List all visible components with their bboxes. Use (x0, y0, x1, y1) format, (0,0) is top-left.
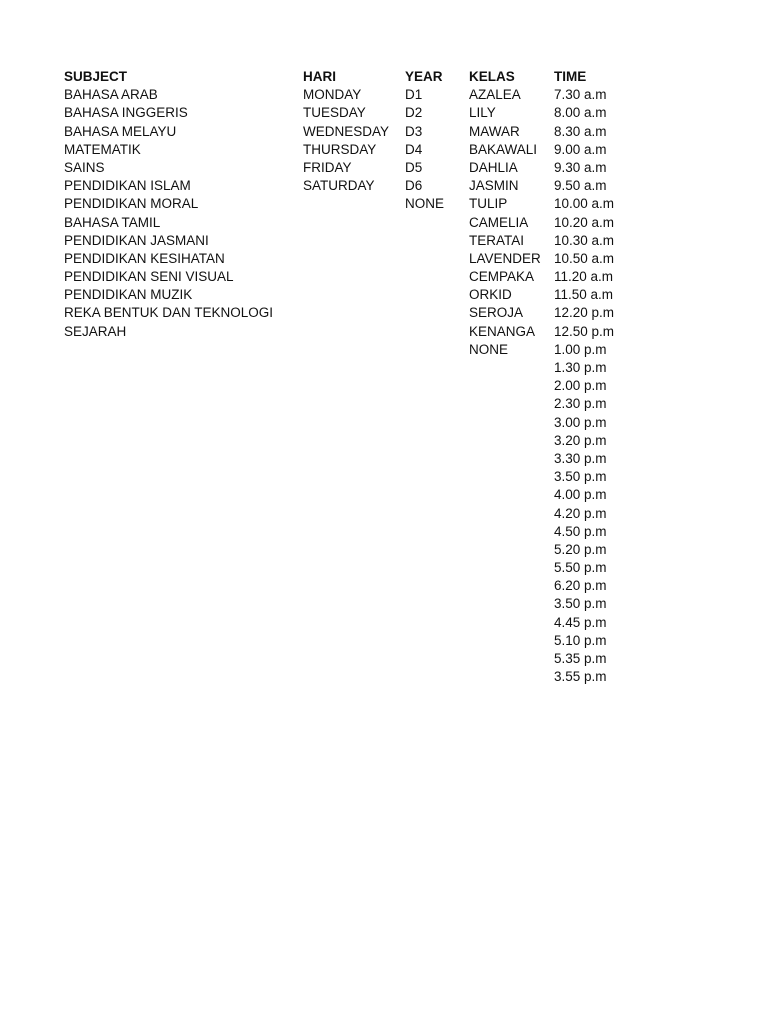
time-item: 10.30 a.m (554, 232, 615, 248)
subject-item: MATEMATIK (64, 141, 141, 157)
time-item: 11.20 a.m (554, 269, 614, 285)
year-item: D2 (405, 105, 423, 121)
subject-item: PENDIDIKAN MUZIK (64, 287, 193, 303)
time-item: 1.00 p.m (554, 341, 607, 357)
hari-header: HARI (303, 69, 336, 84)
kelas-item: TERATAI (469, 232, 525, 248)
hari-item: THURSDAY (303, 141, 377, 157)
time-item: 5.50 p.m (554, 560, 607, 576)
subject-item: PENDIDIKAN MORAL (64, 196, 199, 212)
year-column (405, 68, 444, 214)
subject-header: SUBJECT (64, 69, 128, 84)
time-item: 3.30 p.m (554, 450, 607, 466)
time-column (554, 68, 614, 686)
subject-item: BAHASA MELAYU (64, 123, 177, 139)
subject-item: SAINS (64, 159, 105, 175)
subject-item: PENDIDIKAN ISLAM (64, 178, 191, 194)
kelas-item: KENANGA (469, 323, 536, 339)
time-item: 3.50 p.m (554, 596, 607, 612)
subject-item: BAHASA TAMIL (64, 214, 161, 230)
hari-item: SATURDAY (303, 178, 375, 194)
year-item: D3 (405, 123, 423, 139)
kelas-header: KELAS (469, 69, 515, 84)
year-header: YEAR (405, 69, 443, 84)
time-item: 3.00 p.m (554, 414, 607, 430)
subject-column (64, 68, 273, 341)
kelas-item: LILY (469, 105, 496, 121)
time-item: 3.20 p.m (554, 432, 607, 448)
time-item: 3.55 p.m (554, 669, 607, 685)
kelas-item: BAKAWALI (469, 141, 538, 157)
kelas-item: MAWAR (469, 123, 520, 139)
time-item: 5.35 p.m (554, 651, 607, 666)
time-item: 4.45 p.m (554, 614, 607, 630)
kelas-item: DAHLIA (469, 159, 518, 175)
time-item: 5.20 p.m (554, 541, 607, 557)
kelas-item: CEMPAKA (469, 269, 535, 285)
subject-item: SEJARAH (64, 323, 127, 339)
time-item: 8.00 a.m (554, 105, 607, 121)
year-item: D4 (405, 141, 423, 157)
kelas-item: TULIP (469, 196, 508, 212)
time-item: 2.00 p.m (554, 378, 607, 394)
time-item: 4.50 p.m (554, 523, 607, 539)
time-item: 10.20 a.m (554, 214, 615, 230)
hari-item: TUESDAY (303, 105, 366, 121)
subject-item: PENDIDIKAN JASMANI (64, 232, 209, 248)
subject-item: PENDIDIKAN KESIHATAN (64, 250, 225, 266)
subject-item: PENDIDIKAN SENI VISUAL (64, 269, 234, 285)
time-item: 5.10 p.m (554, 632, 607, 648)
time-item: 9.00 a.m (554, 141, 607, 157)
year-item: D6 (405, 178, 423, 194)
kelas-item: ORKID (469, 287, 512, 303)
time-item: 6.20 p.m (554, 578, 607, 594)
time-item: 8.30 a.m (554, 123, 607, 139)
year-item: NONE (405, 196, 445, 212)
time-item: 4.00 p.m (554, 487, 607, 503)
time-item: 7.30 a.m (554, 87, 607, 103)
time-header: TIME (554, 69, 587, 84)
time-item: 2.30 p.m (554, 396, 607, 412)
subject-item: BAHASA ARAB (64, 87, 158, 103)
time-item: 12.50 p.m (554, 323, 615, 339)
hari-item: WEDNESDAY (303, 123, 390, 139)
time-item: 3.50 p.m (554, 469, 607, 485)
time-item: 9.30 a.m (554, 159, 607, 175)
time-item: 12.20 p.m (554, 305, 615, 321)
kelas-item: LAVENDER (469, 250, 541, 266)
year-item: D5 (405, 159, 423, 175)
year-item: D1 (405, 87, 423, 103)
subject-item: BAHASA INGGERIS (64, 105, 188, 121)
kelas-column (469, 68, 541, 359)
time-item: 11.50 a.m (554, 287, 614, 303)
hari-column (303, 68, 389, 195)
kelas-item: SEROJA (469, 305, 524, 321)
time-item: 10.00 a.m (554, 196, 615, 212)
hari-item: MONDAY (303, 87, 362, 103)
hari-item: FRIDAY (303, 159, 352, 175)
kelas-item: JASMIN (469, 178, 519, 194)
time-item: 10.50 a.m (554, 250, 615, 266)
subject-item: REKA BENTUK DAN TEKNOLOGI (64, 305, 274, 321)
kelas-item: CAMELIA (469, 214, 529, 230)
time-item: 4.20 p.m (554, 505, 607, 521)
kelas-item: NONE (469, 341, 509, 357)
time-item: 9.50 a.m (554, 178, 607, 194)
kelas-item: AZALEA (469, 87, 521, 103)
time-item: 1.30 p.m (554, 360, 607, 375)
